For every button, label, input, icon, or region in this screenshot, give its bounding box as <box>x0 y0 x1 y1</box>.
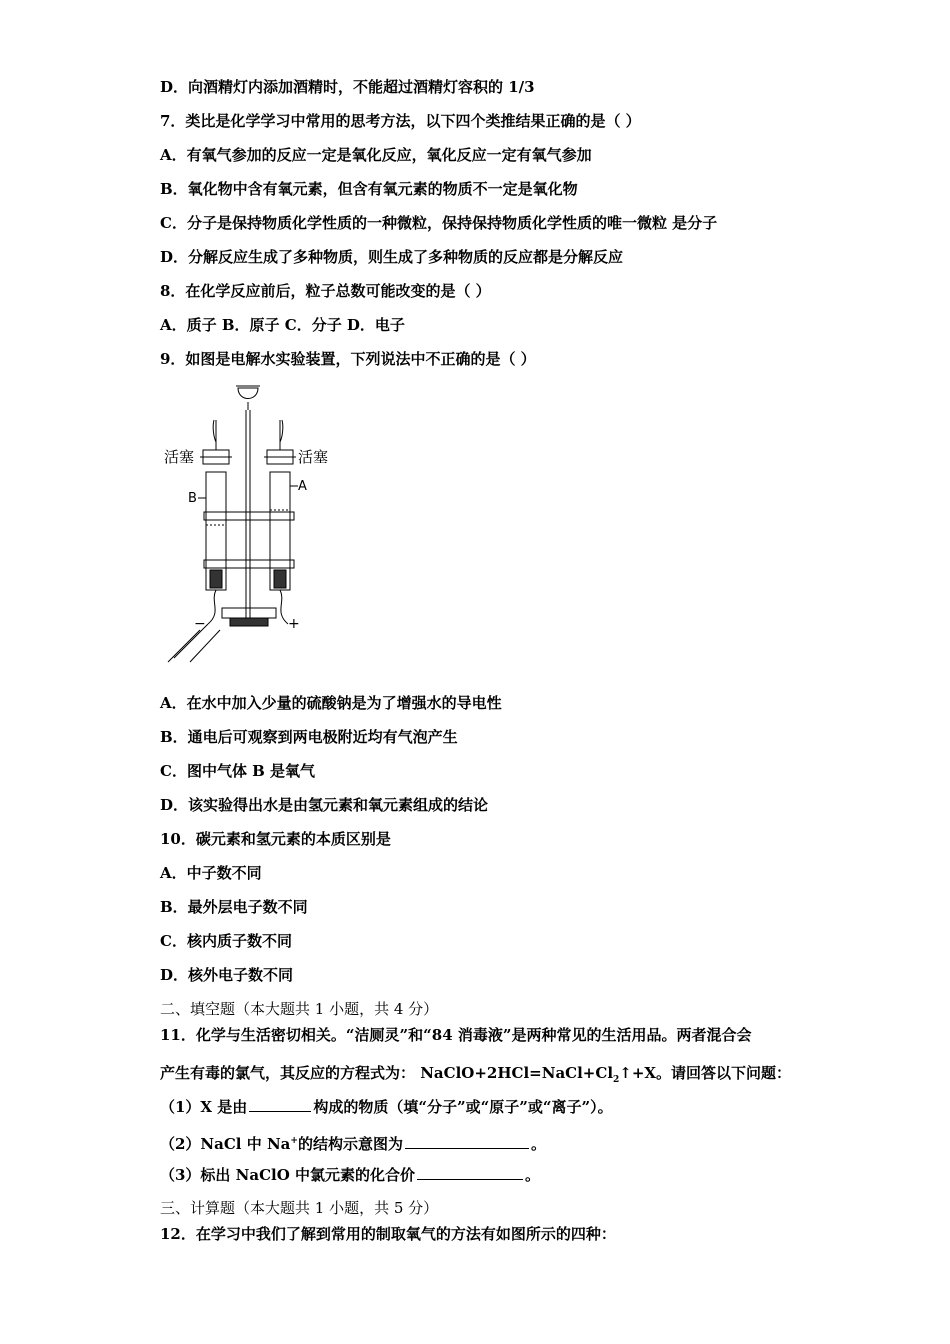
q12-stem: 12．在学习中我们了解到常用的制取氧气的方法有如图所示的四种： <box>160 1225 616 1243</box>
q10-stem: 10．碳元素和氢元素的本质区别是 <box>160 830 391 848</box>
section-calc-heading: 三、计算题（本大题共 1 小题，共 5 分） <box>160 1199 439 1217</box>
q7-stem: 7．类比是化学学习中常用的思考方法，以下四个类推结果正确的是（ ） <box>160 112 641 130</box>
q9-stem: 9．如图是电解水实验装置，下列说法中不正确的是（ ） <box>160 350 536 368</box>
q7-option-d: D．分解反应生成了多种物质，则生成了多种物质的反应都是分解反应 <box>160 248 624 266</box>
label-right-valve: 活塞 <box>298 448 329 466</box>
q9-option-d: D．该实验得出水是由氢元素和氧元素组成的结论 <box>160 796 489 814</box>
q11-stem-line2: 产生有毒的氯气，其反应的方程式为： $NaClO+2HCl=NaCl+Cl_2↑+X$。请回答以下问题： <box>160 1064 792 1085</box>
q10-option-d: D．核外电子数不同 <box>160 966 294 984</box>
answer-blank-1[interactable] <box>249 1097 311 1112</box>
answer-blank-3[interactable] <box>417 1165 523 1180</box>
q9-option-a: A．在水中加入少量的硫酸钠是为了增强水的导电性 <box>160 694 502 712</box>
q9-option-b: B．通电后可观察到两电极附近均有气泡产生 <box>160 728 458 746</box>
q10-option-a: A．中子数不同 <box>160 864 262 882</box>
q11-sub2: （2）NaCl 中 Na+的结构示意图为 。 <box>160 1135 546 1153</box>
q11-sub3: （3）标出 NaClO 中氯元素的化合价 。 <box>160 1166 541 1184</box>
label-left-valve: 活塞 <box>164 448 195 466</box>
q10-option-c: C．核内质子数不同 <box>160 932 292 950</box>
q10-option-b: B．最外层电子数不同 <box>160 898 308 916</box>
q6-option-d: D．向酒精灯内添加酒精时，不能超过酒精灯容积的 1/3 <box>160 78 535 96</box>
label-gas-b: B <box>188 491 197 506</box>
label-gas-a: A <box>298 479 307 494</box>
q7-option-c: C．分子是保持物质化学性质的一种微粒，保持保持物质化学性质的唯一微粒 是分子 <box>160 214 718 232</box>
answer-blank-2[interactable] <box>405 1134 529 1149</box>
label-positive: + <box>288 616 300 632</box>
q8-stem: 8．在化学反应前后，粒子总数可能改变的是（ ） <box>160 282 491 300</box>
q9-option-c: C．图中气体 B 是氧气 <box>160 762 316 780</box>
q11-sub1: （1）X 是由 构成的物质（填“分子”或“原子”或“离子”）。 <box>160 1098 613 1116</box>
q8-options: A．质子 B．原子 C．分子 D．电子 <box>160 316 405 334</box>
q7-option-a: A．有氧气参加的反应一定是氧化反应，氧化反应一定有氧气参加 <box>160 146 592 164</box>
electrolysis-apparatus-figure <box>160 380 340 665</box>
section-fill-in-heading: 二、填空题（本大题共 1 小题，共 4 分） <box>160 1000 439 1018</box>
q7-option-b: B．氧化物中含有氧元素，但含有氧元素的物质不一定是氧化物 <box>160 180 578 198</box>
q11-stem-line1: 11．化学与生活密切相关。“洁厕灵”和“84 消毒液”是两种常见的生活用品。两者混合会 <box>160 1026 752 1044</box>
label-negative: − <box>194 616 206 632</box>
